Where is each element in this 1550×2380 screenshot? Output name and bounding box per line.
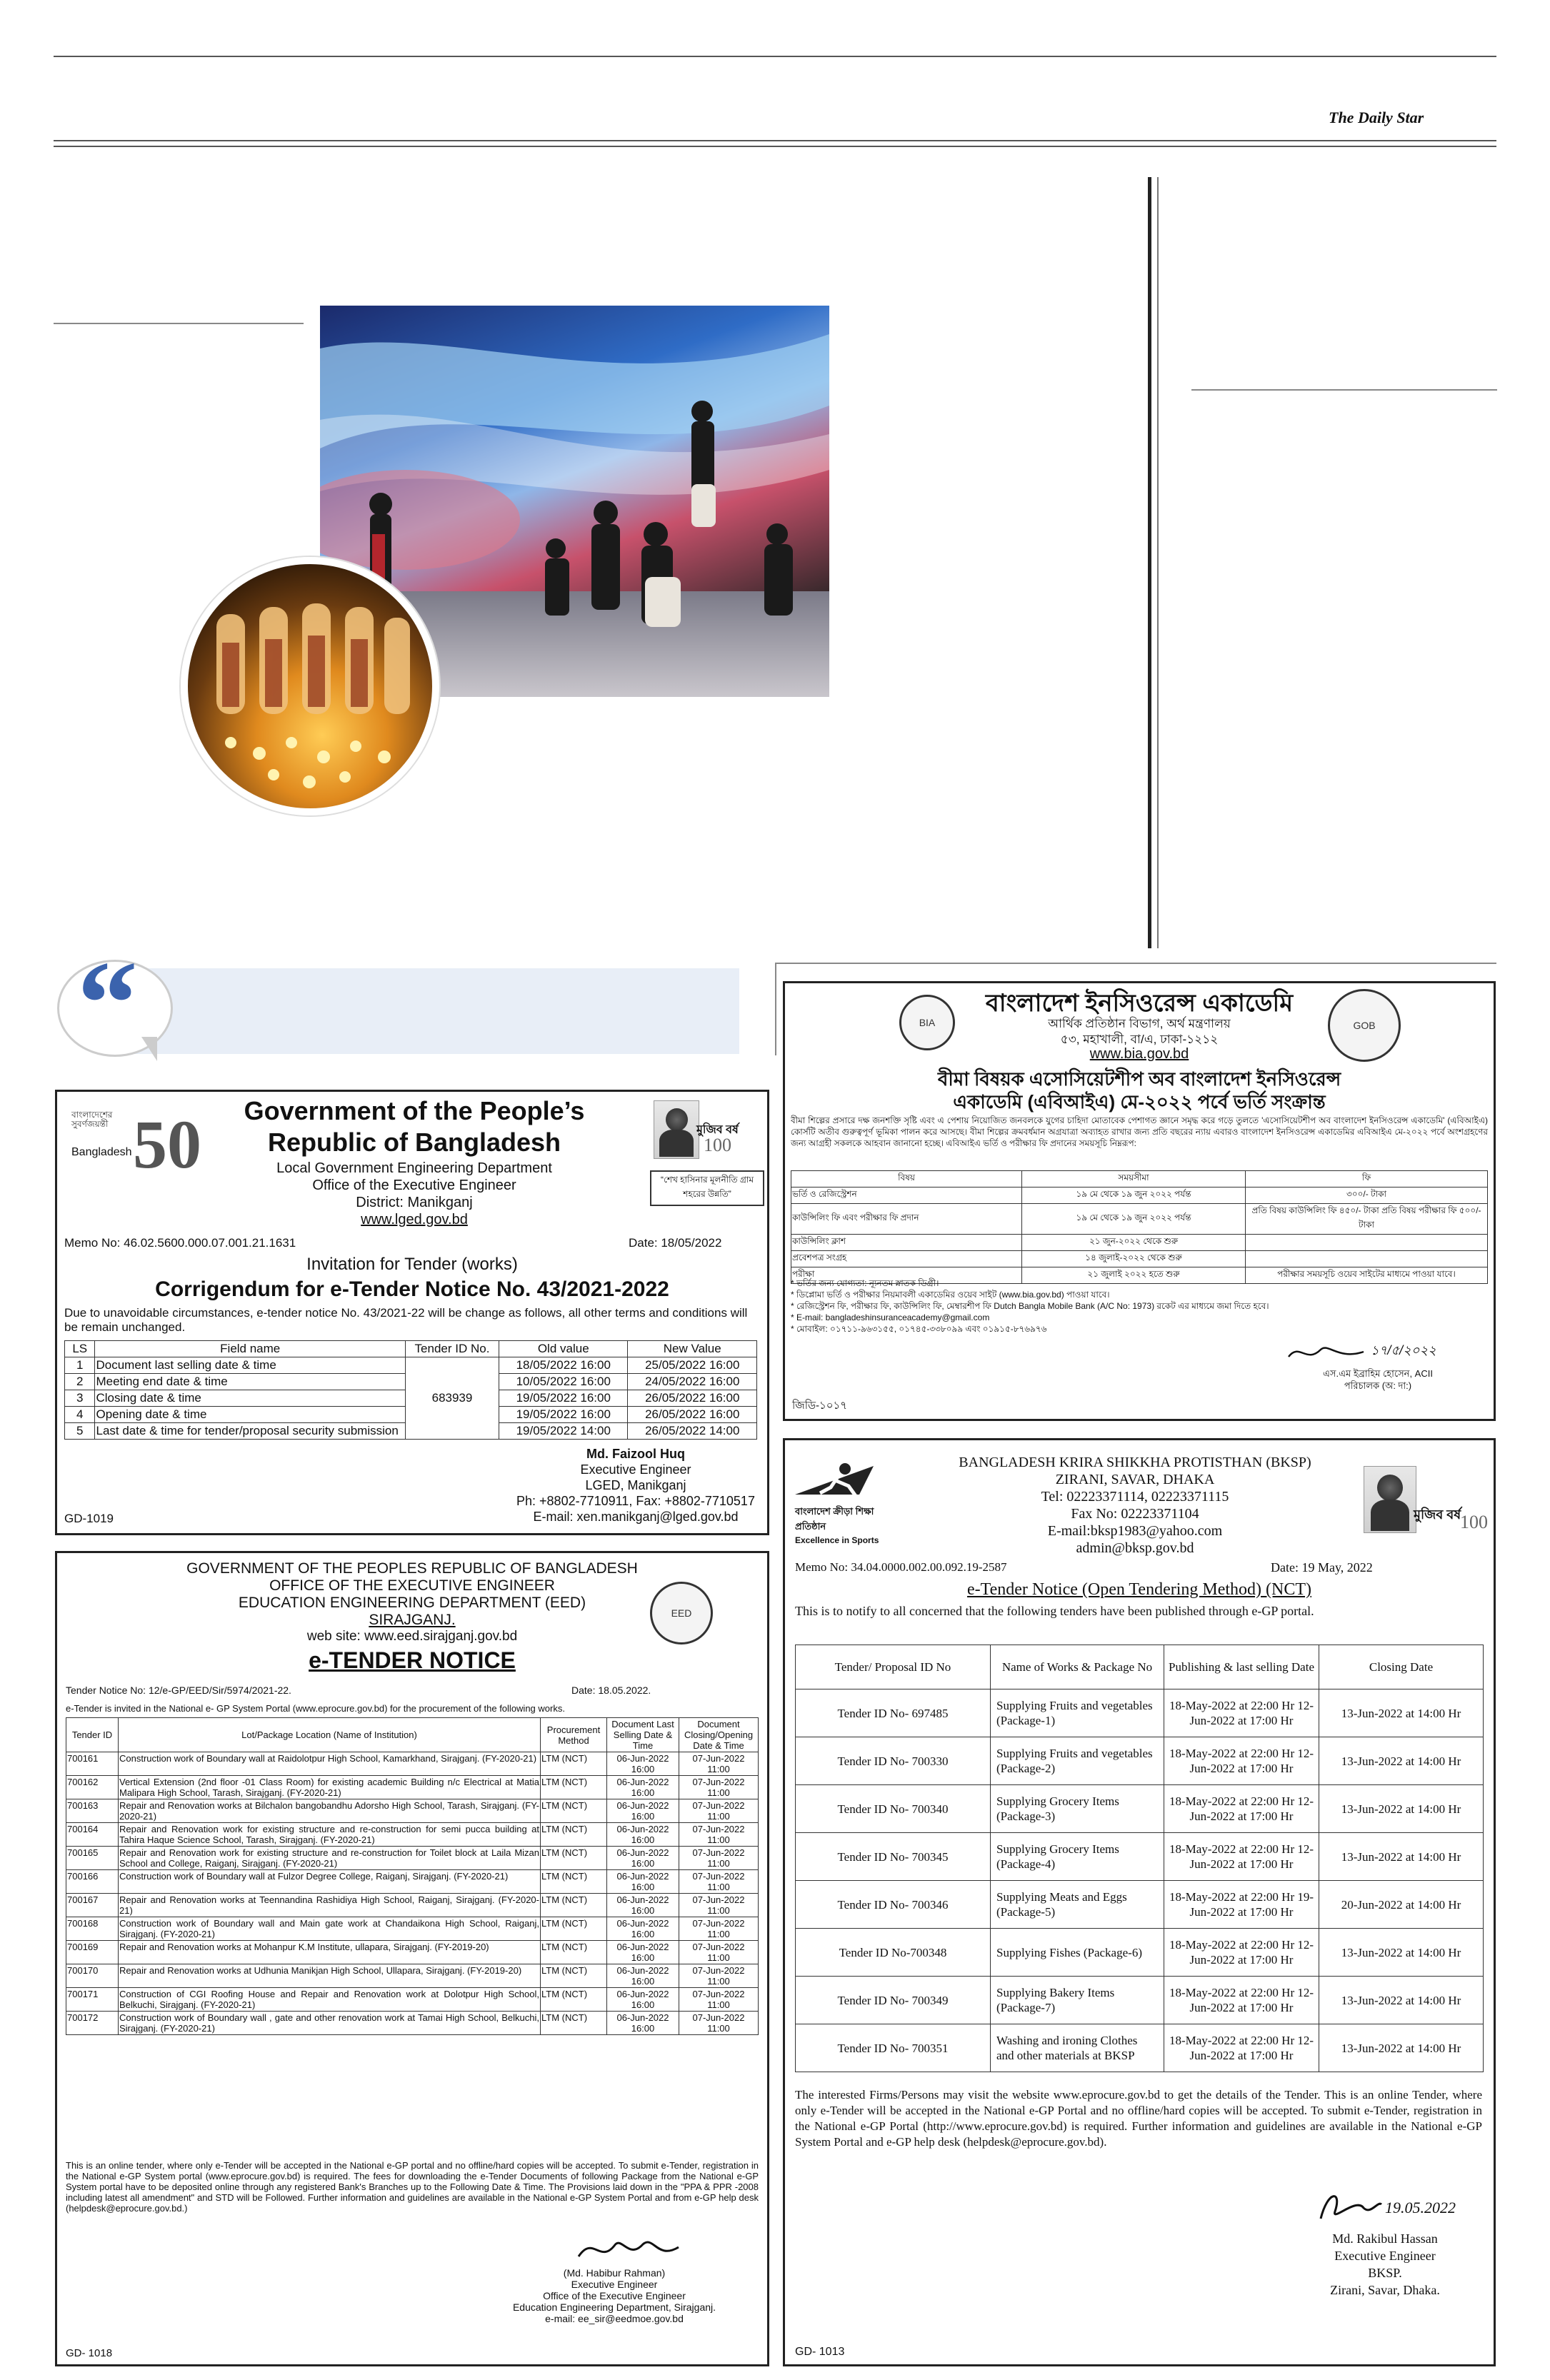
lged-office: Office of the Executive Engineer <box>312 1178 516 1193</box>
bia-sign-date: ১৭/৫/২০২২ <box>1371 1343 1436 1357</box>
bksp-cell-pub: 18-May-2022 at 22:00 Hr 12-Jun-2022 at 17:00 Hr <box>1164 1689 1319 1737</box>
bia-note: * ডিপ্লোমা ভর্তি ও পরীক্ষার নিয়মাবলী একাডেমির ওয়েব সাইট (www.bia.gov.bd) পাওয়া যাবে। <box>791 1290 1110 1300</box>
mujib-logo-text: মুজিব বর্ষ <box>696 1124 739 1136</box>
candle-photo-inset <box>181 557 439 815</box>
bksp-tel: Tel: 02223371114, 02223371115 <box>1041 1489 1229 1505</box>
bia-signature-block <box>1278 1367 1478 1392</box>
eed-cell-desc: Repair and Renovation works at Bilchalon bangobandhu Adorsho High School, Tarash, Sirajganj. (FY-2020-21) <box>119 1800 539 1822</box>
bksp-sign-date: 19.05.2022 <box>1385 2199 1456 2216</box>
table-row <box>791 1251 1488 1267</box>
bksp-sign-name: Md. Rakibul Hassan <box>1332 2231 1438 2246</box>
mujib-portrait <box>1364 1466 1416 1533</box>
eed-notice-no: Tender Notice No: 12/e-GP/EED/Sir/5974/2021-22. <box>66 1684 291 1696</box>
bksp-cell-close: 13-Jun-2022 at 14:00 Hr <box>1319 1737 1484 1785</box>
eed-cell-c: 07-Jun-2022 11:00 <box>679 1894 759 1917</box>
eed-cell-m: LTM (NCT) <box>541 1847 607 1870</box>
bksp-sign-place: Zirani, Savar, Dhaka. <box>1330 2283 1440 2297</box>
bia-cell-c: প্রতি বিষয় কাউন্সিলিং ফি ৪৫০/- টাকা প্রতি বিষয় পরীক্ষার ফি ৫০০/- টাকা <box>1246 1204 1488 1235</box>
lged-cell-field: Closing date & time <box>95 1390 405 1407</box>
bd50-number: 50 <box>133 1106 201 1183</box>
mujib-logo-number: 100 <box>704 1135 731 1155</box>
mujib-portrait <box>654 1100 699 1159</box>
bksp-cell-pub: 18-May-2022 at 22:00 Hr 19-Jun-2022 at 17:00 Hr <box>1164 1881 1319 1929</box>
eed-cell-desc: Construction of CGI Roofing House and Repair and Renovation work at Dolotpur High School, Belkuchi, Sirajganj. (FY-2020-21) <box>119 1989 539 2010</box>
lged-cell-old: 10/05/2022 16:00 <box>499 1374 628 1390</box>
eed-cell-id: 700167 <box>66 1894 119 1917</box>
bksp-footer: The interested Firms/Persons may visit the website www.eprocure.gov.bd to get the details of the Tender. This is an online Tender, where only e-Tender will be accepted in the National e-GP Portal and no offline/hard copies will be accepted. To submit e-Tender, registration in the National e-GP Portal (http://www.eprocure.gov.bd) is required. Further information and guidelines are available in the National e-GP System Portal and e-GP help desk (helpdesk@eprocure.gov.bd). <box>795 2088 1482 2149</box>
eed-cell-id: 700161 <box>66 1752 119 1776</box>
eed-cell-c: 07-Jun-2022 11:00 <box>679 1752 759 1776</box>
table-row <box>66 1776 759 1799</box>
eed-cell-s: 06-Jun-2022 16:00 <box>607 1752 679 1776</box>
bia-notice <box>783 981 1496 1421</box>
bksp-table <box>795 1645 1484 2072</box>
quote-box <box>100 968 739 1054</box>
eed-footer: This is an online tender, where only e-Tender will be accepted in the National e-GP portal and no offline/hard copies will be accepted. To submit e-Tender, registration in the National e-GP System portal (www.eprocure.gov.bd) is required. The fees for downloading the e-Tender Documents of following Package from the National e-GP System portal have to be deposited online through any registered Bank's Branches up to the Following Date & Time. The Provisions laid down in the "PPA & PPR -2008 including latest all amendment" and STD will be Followed. Further information and guidelines are available in the National e-GP System Portal and from e-GP help desk (helpdesk@eprocure.gov.bd.) <box>66 2160 759 2214</box>
table-row <box>66 1752 759 1776</box>
lged-cell-field: Meeting end date & time <box>95 1374 405 1390</box>
eed-sign-org: Education Engineering Department, Sirajganj. <box>512 2301 716 2313</box>
lged-gd: GD-1019 <box>64 1512 114 1525</box>
eed-cell-c: 07-Jun-2022 11:00 <box>679 1847 759 1870</box>
eed-cell-c: 07-Jun-2022 11:00 <box>679 1823 759 1847</box>
bia-cell-b: ১৪ জুলাই-২০২২ থেকে শুরু <box>1022 1251 1246 1267</box>
mujib-logo-number: 100 <box>1460 1512 1488 1532</box>
table-row <box>66 1823 759 1847</box>
bia-cell-a: কাউন্সিলিং ফি এবং পরীক্ষার ফি প্রদান <box>791 1204 1022 1235</box>
bia-th-fee: ফি <box>1246 1171 1488 1188</box>
bia-cell-b: ২১ জুন-২০২২ থেকে শুরু <box>1022 1235 1246 1251</box>
eed-cell-s: 06-Jun-2022 16:00 <box>607 1941 679 1964</box>
lged-cell-old: 18/05/2022 16:00 <box>499 1357 628 1374</box>
eed-cell-m: LTM (NCT) <box>541 1823 607 1847</box>
table-row <box>66 1799 759 1823</box>
bia-th-timeline: সময়সীমা <box>1022 1171 1246 1188</box>
eed-sign-title: Executive Engineer <box>571 2279 658 2290</box>
eed-line-3: EDUCATION ENGINEERING DEPARTMENT (EED) <box>238 1595 586 1611</box>
bia-heading-1: বীমা বিষয়ক এসোসিয়েটশীপ অব বাংলাদেশ ইনসিওরেন্স <box>937 1068 1341 1090</box>
bksp-cell-close: 13-Jun-2022 at 14:00 Hr <box>1319 1833 1484 1881</box>
lged-slogan: “শেখ হাসিনার মূলনীতি গ্রাম শহরের উন্নতি” <box>650 1170 764 1206</box>
bia-cell-a: কাউন্সিলিং ক্লাশ <box>791 1235 1022 1251</box>
bksp-cell-id: Tender ID No- 700345 <box>796 1833 991 1881</box>
lged-sign-email[interactable]: E-mail: xen.manikganj@lged.gov.bd <box>533 1510 739 1524</box>
bksp-cell-name: Washing and ironing Clothes and other materials at BKSP <box>991 2024 1164 2072</box>
top-rule <box>54 56 1496 57</box>
lged-cell-new: 25/05/2022 16:00 <box>628 1357 757 1374</box>
bksp-date: Date: 19 May, 2022 <box>1271 1560 1373 1575</box>
lged-cell-ls: 2 <box>65 1374 95 1390</box>
eed-cell-c: 07-Jun-2022 11:00 <box>679 1776 759 1799</box>
lged-title-1: Government of the People’s <box>244 1096 585 1125</box>
eed-cell-desc: Vertical Extension (2nd floor -01 Class Room) for existing academic Building n/c Electrical at Matia Malipara High School, Tarash, Sirajganj. (FY-2020-21) <box>119 1777 539 1798</box>
eed-cell-desc: Construction work of Boundary wall at Fulzor Degree College, Raiganj, Sirajganj. (FY-2020-21) <box>119 1870 541 1894</box>
eed-cell-desc: Repair and Renovation works at Teennandina Rashidiya High School, Raiganj, Sirajganj. (FY-2020-21) <box>119 1894 539 1916</box>
eed-intro: e-Tender is invited in the National e- GP System Portal (www.eprocure.gov.bd) for the procurement of the following works. <box>66 1703 565 1714</box>
eed-cell-c: 07-Jun-2022 11:00 <box>679 1917 759 1941</box>
masthead-logo: The Daily Star <box>1329 109 1424 126</box>
bia-table <box>791 1170 1488 1284</box>
table-row <box>791 1204 1488 1235</box>
table-row <box>796 1689 1484 1737</box>
bksp-gd: GD- 1013 <box>795 2346 845 2358</box>
bia-title: বাংলাদেশ ইনসিওরেন্স একাডেমি <box>985 990 1294 1017</box>
eed-cell-m: LTM (NCT) <box>541 1752 607 1776</box>
bia-cell-c <box>1246 1235 1488 1251</box>
eed-cell-desc: Construction work of Boundary wall , gate and other renovation work at Tamai High School, Belkuchi, Sirajganj. (FY-2020-21) <box>119 2012 539 2034</box>
eed-cell-desc: Construction work of Boundary wall at Raidolotpur High School, Kamarkhand, Sirajganj. (FY-2020-21) <box>119 1752 541 1776</box>
bksp-cell-id: Tender ID No- 700346 <box>796 1881 991 1929</box>
bia-signature <box>1285 1339 1371 1367</box>
eed-cell-s: 06-Jun-2022 16:00 <box>607 1847 679 1870</box>
bksp-signature-block <box>1278 2230 1492 2299</box>
table-row <box>65 1357 757 1374</box>
eed-th-id: Tender ID <box>66 1718 119 1752</box>
eed-cell-id: 700164 <box>66 1823 119 1847</box>
bksp-cell-id: Tender ID No- 700340 <box>796 1785 991 1833</box>
eed-line-1: GOVERNMENT OF THE PEOPLES REPUBLIC OF BANGLADESH <box>186 1560 638 1577</box>
eed-notice <box>55 1551 769 2366</box>
bia-note[interactable]: * E-mail: bangladeshinsuranceacademy@gmail.com <box>791 1312 990 1322</box>
eed-cell-id: 700170 <box>66 1964 119 1988</box>
bksp-th-name: Name of Works & Package No <box>991 1645 1164 1689</box>
bia-gd: জিডি-১০১৭ <box>792 1400 848 1412</box>
separator-vertical <box>775 963 776 1055</box>
eed-cell-c: 07-Jun-2022 11:00 <box>679 1964 759 1988</box>
lged-cell-field: Last date & time for tender/proposal security submission <box>95 1423 405 1440</box>
bia-line-1: আর্থিক প্রতিষ্ঠান বিভাগ, অর্থ মন্ত্রণালয় <box>1048 1017 1231 1030</box>
bksp-cell-name: Supplying Grocery Items (Package-3) <box>991 1785 1164 1833</box>
lged-dept: Local Government Engineering Department <box>276 1160 552 1176</box>
bangladesh-50-logo <box>71 1105 200 1183</box>
eed-cell-desc: Repair and Renovation work for existing structure and re-construction for Toilet block at Laila Mizan School and College, Raiganj, Sirajganj. (FY-2020-21) <box>119 1847 539 1869</box>
bksp-cell-close: 20-Jun-2022 at 14:00 Hr <box>1319 1881 1484 1929</box>
bksp-logo-text: বাংলাদেশ ক্রীড়া শিক্ষা প্রতিষ্ঠান <box>795 1506 874 1532</box>
eed-cell-s: 06-Jun-2022 16:00 <box>607 1870 679 1894</box>
separator-rule <box>775 963 1496 964</box>
eed-sign-name: (Md. Habibur Rahman) <box>563 2267 666 2279</box>
lged-table <box>64 1340 757 1440</box>
bia-cell-b: ১৯ মে থেকে ১৯ জুন ২০২২ পর্যন্ত <box>1022 1188 1246 1204</box>
candle-photo-art <box>188 564 432 808</box>
bksp-cell-id: Tender ID No- 700349 <box>796 1977 991 2024</box>
vertical-column-rule-thin <box>1157 177 1159 948</box>
eed-cell-s: 06-Jun-2022 16:00 <box>607 2012 679 2035</box>
table-row <box>796 2024 1484 2072</box>
bksp-cell-close: 13-Jun-2022 at 14:00 Hr <box>1319 1785 1484 1833</box>
table-row <box>796 1881 1484 1929</box>
eed-cell-m: LTM (NCT) <box>541 1870 607 1894</box>
bia-line-2: ৫৩, মহাখালী, বা/এ, ঢাকা-১২১২ <box>1060 1033 1219 1046</box>
eed-cell-s: 06-Jun-2022 16:00 <box>607 1823 679 1847</box>
bia-cell-b: ১৯ মে থেকে ১৯ জুন ২০২২ পর্যন্ত <box>1022 1204 1246 1235</box>
bksp-th-id: Tender/ Proposal ID No <box>796 1645 991 1689</box>
eed-cell-desc: Repair and Renovation work for existing structure and re-construction for semi pucca building at Tahira Haque Science School, Tarash, Sirajganj. (FY-2020-21) <box>119 1824 539 1845</box>
bksp-cell-pub: 18-May-2022 at 22:00 Hr 12-Jun-2022 at 17:00 Hr <box>1164 1977 1319 2024</box>
bia-note: * রেজিস্ট্রেশন ফি, পরীক্ষার ফি, কাউন্সিলিং ফি, মেম্বারশীপ ফি Dutch Bangla Mobile Bank (A/C No: 1973) রকেট এর মাধ্যমে জমা দিতে হবে। <box>791 1301 1269 1311</box>
lged-cell-new: 26/05/2022 16:00 <box>628 1390 757 1407</box>
lged-sign-name: Md. Faizool Huq <box>586 1447 685 1461</box>
lged-cell-tender-id: 683939 <box>405 1357 499 1440</box>
eed-cell-desc: Construction work of Boundary wall and Main gate work at Chandaikona High School, Raiganj, Sirajganj. (FY-2020-21) <box>119 1918 539 1939</box>
lged-cell-new: 24/05/2022 16:00 <box>628 1374 757 1390</box>
eed-cell-desc: Repair and Renovation works at Udhunia Manikjan High School, Ullapara, Sirajganj. (FY-2019-20) <box>119 1964 541 1988</box>
quote-bubble-tail <box>141 1037 157 1061</box>
vertical-column-rule <box>1148 177 1151 948</box>
lged-th-ls: LS <box>65 1341 95 1357</box>
lged-date: Date: 18/05/2022 <box>629 1236 722 1250</box>
lged-memo: Memo No: 46.02.5600.000.07.001.21.1631 <box>64 1236 296 1250</box>
eed-cell-c: 07-Jun-2022 11:00 <box>679 2012 759 2035</box>
bia-cell-a: পরীক্ষা <box>791 1267 1022 1284</box>
eed-cell-id: 700166 <box>66 1870 119 1894</box>
bksp-cell-pub: 18-May-2022 at 22:00 Hr 12-Jun-2022 at 17:00 Hr <box>1164 2024 1319 2072</box>
bia-cell-c <box>1246 1251 1488 1267</box>
table-row <box>66 1894 759 1917</box>
eed-sign-office: Office of the Executive Engineer <box>543 2290 686 2301</box>
bksp-cell-close: 13-Jun-2022 at 14:00 Hr <box>1319 2024 1484 2072</box>
table-row <box>66 1988 759 2012</box>
table-row <box>791 1188 1488 1204</box>
left-short-rule <box>54 323 304 324</box>
bksp-cell-pub: 18-May-2022 at 22:00 Hr 12-Jun-2022 at 17:00 Hr <box>1164 1737 1319 1785</box>
lged-notice <box>55 1090 769 1535</box>
bia-cell-b: ২১ জুলাই ২০২২ হতে শুরু <box>1022 1267 1246 1284</box>
table-row <box>796 1833 1484 1881</box>
bksp-logo-tag: Excellence in Sports <box>795 1535 879 1545</box>
table-row <box>796 1977 1484 2024</box>
lged-th-old: Old value <box>499 1341 628 1357</box>
bia-note: * ভর্তির জন্য যোগ্যতা: ন্যূনতম স্নাতক ডিগ্রী। <box>791 1278 939 1288</box>
lged-cell-new: 26/05/2022 16:00 <box>628 1407 757 1423</box>
eed-title: e-TENDER NOTICE <box>309 1647 516 1673</box>
bia-logo-icon: BIA <box>899 995 955 1050</box>
table-row <box>66 1870 759 1894</box>
lged-th-tender: Tender ID No. <box>405 1341 499 1357</box>
bia-th-subject: বিষয় <box>791 1171 1022 1188</box>
bia-sign-name: এস.এম ইব্রাহিম হোসেন, ACII <box>1323 1368 1433 1379</box>
eed-cell-s: 06-Jun-2022 16:00 <box>607 1776 679 1799</box>
bksp-email-1[interactable]: E-mail:bksp1983@yahoo.com <box>1047 1523 1223 1539</box>
eed-cell-id: 700169 <box>66 1941 119 1964</box>
bksp-cell-close: 13-Jun-2022 at 14:00 Hr <box>1319 1689 1484 1737</box>
bia-intro: বীমা শিল্পের প্রসারে দক্ষ জনশক্তি সৃষ্টি এবং এ পেশায় নিয়োজিত জনবলকে যুগের চাহিদা মোতাবেক পেশাগত জ্ঞানে সমৃদ্ধ করে গড়ে তুলতে 'এসোসিয়েটশীপ অব বাংলাদেশ ইনসিওরেন্স একাডেমি' (এবিআইএ) কোর্সটি অতীব গুরুত্বপূর্ণ ভূমিকা পালন করে আসছে। বীমা শিল্পের ক্রমবর্ধমান অগ্রযাত্রা অব্যাহত রাখার জন্য প্রতি বছরের ন্যায় এবারও বাংলাদেশ ইনসিওরেন্স একাডেমির এবিআইএ মে-২০২২ পর্বে অংশগ্রহণের জন্য আগ্রহী সকলকে আহবান জানানো হচ্ছে। এবিআইএ ভর্তি ও পরীক্ষার ফি প্রদানের সময়সূচি নিম্নরূপ: <box>791 1115 1488 1148</box>
bksp-intro: This is to notify to all concerned that the following tenders have been published through e-GP portal. <box>795 1604 1314 1618</box>
lged-th-field: Field name <box>95 1341 405 1357</box>
eed-cell-m: LTM (NCT) <box>541 1894 607 1917</box>
bksp-sign-org: BKSP. <box>1368 2266 1402 2280</box>
eed-line-4: SIRAJGANJ. <box>369 1612 456 1628</box>
lged-cell-old: 19/05/2022 16:00 <box>499 1407 628 1423</box>
lged-corrigendum: Corrigendum for e-Tender Notice No. 43/2021-2022 <box>155 1277 669 1301</box>
header-rule-1 <box>54 140 1496 141</box>
eed-signature-block <box>457 2267 771 2324</box>
bksp-line-1: BANGLADESH KRIRA SHIKKHA PROTISTHAN (BKSP) <box>959 1455 1311 1470</box>
table-row <box>791 1235 1488 1251</box>
bksp-cell-name: Supplying Bakery Items (Package-7) <box>991 1977 1164 2024</box>
mujib-logo-text: মুজিব বর্ষ <box>1414 1507 1461 1522</box>
eed-line-2: OFFICE OF THE EXECUTIVE ENGINEER <box>269 1577 555 1594</box>
lged-sign-title: Executive Engineer <box>580 1462 691 1477</box>
eed-cell-desc: Repair and Renovation works at Mohanpur K.M Institute, ullapara, Sirajganj. (FY-2019-20) <box>119 1941 541 1964</box>
bksp-cell-close: 13-Jun-2022 at 14:00 Hr <box>1319 1929 1484 1977</box>
eed-th-desc: Lot/Package Location (Name of Institution) <box>119 1718 541 1752</box>
bksp-fax: Fax No: 02223371104 <box>1071 1506 1199 1522</box>
bksp-cell-id: Tender ID No- 700330 <box>796 1737 991 1785</box>
bia-note: * মোবাইল: ০১৭১১-৯৬৩১৫৫, ০১৭৪৫-৩৩৮০৯৯ এবং ০১৯১৫-৮৭৬৯৭৬ <box>791 1324 1047 1334</box>
lged-cell-ls: 3 <box>65 1390 95 1407</box>
eed-signature <box>571 2231 686 2267</box>
eed-cell-m: LTM (NCT) <box>541 1799 607 1823</box>
eed-cell-id: 700163 <box>66 1799 119 1823</box>
bksp-notice <box>783 1438 1496 2366</box>
eed-table <box>66 1717 759 2035</box>
table-row <box>66 2012 759 2035</box>
bksp-cell-pub: 18-May-2022 at 22:00 Hr 12-Jun-2022 at 17:00 Hr <box>1164 1929 1319 1977</box>
eed-cell-s: 06-Jun-2022 16:00 <box>607 1988 679 2012</box>
lged-intro: Due to unavoidable circumstances, e-tender notice No. 43/2021-22 will be change as follows, all other terms and conditions will be remain unchanged. <box>64 1306 748 1334</box>
eed-seal-icon: EED <box>650 1582 713 1645</box>
header-rule-2 <box>54 146 1496 147</box>
eed-date: Date: 18.05.2022. <box>571 1684 651 1696</box>
eed-cell-id: 700171 <box>66 1988 119 2012</box>
eed-cell-m: LTM (NCT) <box>541 1988 607 2012</box>
eed-sign-email[interactable]: e-mail: ee_sir@eedmoe.gov.bd <box>545 2313 684 2324</box>
eed-cell-c: 07-Jun-2022 11:00 <box>679 1870 759 1894</box>
bksp-email-2[interactable]: admin@bksp.gov.bd <box>1076 1540 1194 1556</box>
bksp-th-pub: Publishing & last selling Date <box>1164 1645 1319 1689</box>
bksp-sign-title: Executive Engineer <box>1334 2249 1436 2263</box>
lged-cell-new: 26/05/2022 14:00 <box>628 1423 757 1440</box>
bksp-cell-close: 13-Jun-2022 at 14:00 Hr <box>1319 1977 1484 2024</box>
lged-cell-field: Document last selling date & time <box>95 1357 405 1374</box>
bia-cell-c: ৩০০/- টাকা <box>1246 1188 1488 1204</box>
eed-cell-s: 06-Jun-2022 16:00 <box>607 1894 679 1917</box>
eed-cell-m: LTM (NCT) <box>541 1776 607 1799</box>
eed-cell-c: 07-Jun-2022 11:00 <box>679 1941 759 1964</box>
bia-cell-c: পরীক্ষার সময়সূচি ওয়েব সাইটের মাধ্যমে পাওয়া যাবে। <box>1246 1267 1488 1284</box>
bksp-th-close: Closing Date <box>1319 1645 1484 1689</box>
table-row <box>66 1847 759 1870</box>
eed-cell-c: 07-Jun-2022 11:00 <box>679 1988 759 2012</box>
bksp-cell-name: Supplying Meats and Eggs (Package-5) <box>991 1881 1164 1929</box>
eed-th-method: Procurement Method <box>541 1718 607 1752</box>
bd50-text: বাংলাদেশের সুবর্ণজয়ন্তী <box>71 1110 113 1129</box>
table-row <box>66 1964 759 1988</box>
eed-web[interactable]: web site: www.eed.sirajganj.gov.bd <box>306 1629 518 1644</box>
table-row <box>796 1929 1484 1977</box>
table-row <box>66 1917 759 1941</box>
eed-cell-id: 700172 <box>66 2012 119 2035</box>
eed-cell-id: 700162 <box>66 1776 119 1799</box>
quote-glyph: “ <box>77 936 138 1070</box>
runner-icon <box>795 1459 874 1502</box>
govt-seal-icon: GOB <box>1328 989 1401 1062</box>
bia-sign-title: পরিচালক (অ: দা:) <box>1344 1380 1412 1391</box>
lged-signature-block <box>514 1446 757 1525</box>
table-row <box>796 1785 1484 1833</box>
lged-sign-phone: Ph: +8802-7710911, Fax: +8802-7710517 <box>516 1494 755 1508</box>
eed-cell-s: 06-Jun-2022 16:00 <box>607 1917 679 1941</box>
eed-cell-id: 700168 <box>66 1917 119 1941</box>
lged-th-new: New Value <box>628 1341 757 1357</box>
bia-web[interactable]: www.bia.gov.bd <box>1089 1046 1189 1062</box>
lged-district: District: Manikganj <box>356 1195 473 1210</box>
eed-cell-m: LTM (NCT) <box>541 1917 607 1941</box>
lged-cell-field: Opening date & time <box>95 1407 405 1423</box>
bksp-cell-name: Supplying Fruits and vegetables (Package-2) <box>991 1737 1164 1785</box>
eed-th-closing: Document Closing/Opening Date & Time <box>679 1718 759 1752</box>
eed-cell-m: LTM (NCT) <box>541 1941 607 1964</box>
bia-cell-a: প্রবেশপত্র সংগ্রহ <box>791 1251 1022 1267</box>
lged-cell-old: 19/05/2022 16:00 <box>499 1390 628 1407</box>
lged-cell-ls: 4 <box>65 1407 95 1423</box>
eed-cell-s: 06-Jun-2022 16:00 <box>607 1799 679 1823</box>
lged-title-2: Republic of Bangladesh <box>267 1128 561 1157</box>
table-row <box>66 1941 759 1964</box>
eed-gd: GD- 1018 <box>66 2347 113 2359</box>
bia-notes <box>791 1277 1488 1335</box>
bksp-memo: Memo No: 34.04.0000.002.00.092.19-2587 <box>795 1560 1007 1574</box>
lged-invitation: Invitation for Tender (works) <box>306 1255 518 1274</box>
eed-th-selling: Document Last Selling Date & Time <box>607 1718 679 1752</box>
bksp-cell-id: Tender ID No- 700351 <box>796 2024 991 2072</box>
eed-cell-s: 06-Jun-2022 16:00 <box>607 1964 679 1988</box>
bksp-cell-name: Supplying Fishes (Package-6) <box>991 1929 1164 1977</box>
bd50-label: Bangladesh <box>71 1146 132 1158</box>
bia-heading-2: একাডেমি (এবিআইএ) মে-২০২২ পর্বে ভর্তি সংক্রান্ত <box>953 1091 1326 1113</box>
lged-sign-org: LGED, Manikganj <box>585 1478 686 1492</box>
bksp-cell-pub: 18-May-2022 at 22:00 Hr 12-Jun-2022 at 17:00 Hr <box>1164 1833 1319 1881</box>
eed-cell-id: 700165 <box>66 1847 119 1870</box>
eed-cell-m: LTM (NCT) <box>541 1964 607 1988</box>
eed-cell-m: LTM (NCT) <box>541 2012 607 2035</box>
bksp-cell-name: Supplying Fruits and vegetables (Package-1) <box>991 1689 1164 1737</box>
bksp-line-2: ZIRANI, SAVAR, DHAKA <box>1055 1472 1215 1487</box>
right-short-rule <box>1191 389 1497 391</box>
lged-cell-old: 19/05/2022 14:00 <box>499 1423 628 1440</box>
lged-web[interactable]: www.lged.gov.bd <box>361 1212 468 1227</box>
bksp-cell-name: Supplying Grocery Items (Package-4) <box>991 1833 1164 1881</box>
lged-cell-ls: 5 <box>65 1423 95 1440</box>
bksp-cell-id: Tender ID No- 697485 <box>796 1689 991 1737</box>
bksp-signature <box>1314 2183 1385 2226</box>
eed-cell-c: 07-Jun-2022 11:00 <box>679 1799 759 1823</box>
bksp-title: e-Tender Notice (Open Tendering Method) (NCT) <box>966 1580 1312 1599</box>
table-row <box>796 1737 1484 1785</box>
bksp-cell-id: Tender ID No-700348 <box>796 1929 991 1977</box>
bksp-cell-pub: 18-May-2022 at 22:00 Hr 12-Jun-2022 at 17:00 Hr <box>1164 1785 1319 1833</box>
lged-cell-ls: 1 <box>65 1357 95 1374</box>
bia-cell-a: ভর্তি ও রেজিস্ট্রেশন <box>791 1188 1022 1204</box>
